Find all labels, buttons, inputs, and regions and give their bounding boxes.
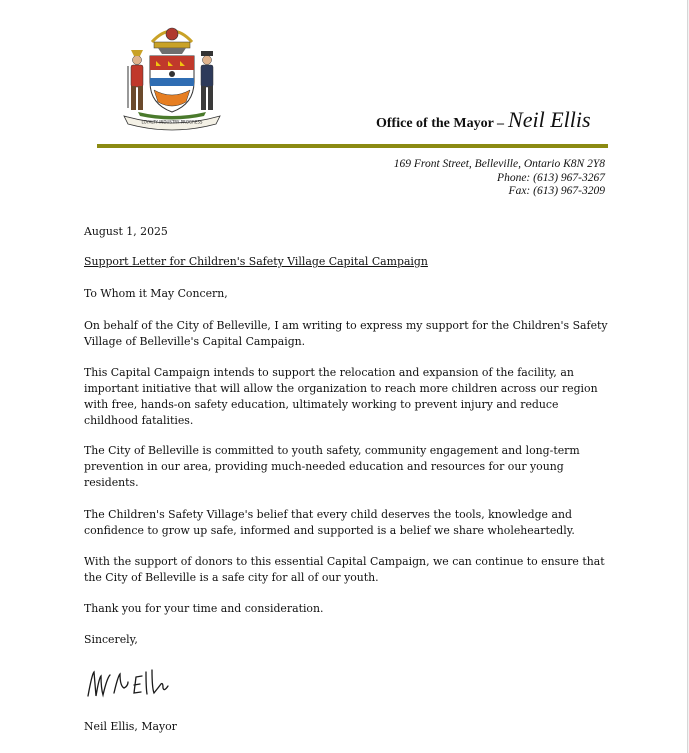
paragraph-1: On behalf of the City of Belleville, I am writing to express my support for the Children's Safety Village of Belleville's Capital Campaign.	[84, 319, 608, 348]
closing: Sincerely,	[84, 633, 138, 646]
paragraph-4: The Children's Safety Village's belief that every child deserves the tools, knowledge and confidence to grow up safe, informed and supported is a belief we share wholeheartedly.	[84, 508, 575, 537]
salutation: To Whom it May Concern,	[84, 287, 228, 300]
mayor-name: Neil Ellis	[508, 107, 591, 132]
office-heading	[376, 107, 591, 133]
letter-date: August 1, 2025	[84, 225, 168, 238]
address-line: 169 Front Street, Belleville, Ontario K8N 2Y8	[393, 158, 605, 170]
paragraph-6: Thank you for your time and consideration.	[84, 602, 324, 615]
signoff-name: Neil Ellis, Mayor	[84, 720, 177, 733]
letter-subject: Support Letter for Children's Safety Village Capital Campaign	[84, 255, 428, 268]
header-divider	[97, 144, 608, 148]
contact-block	[394, 158, 605, 199]
phone-line: Phone: (613) 967-3267	[497, 171, 605, 184]
paragraph-2: This Capital Campaign intends to support the relocation and expansion of the facility, an important initiative that will allow the organization to reach more children across our region with free, hands-on safety education, ultimately working to prevent injury and reduce childhood fatalities.	[84, 366, 598, 427]
fax-line: Fax: (613) 967-3209	[508, 185, 605, 197]
city-crest-icon	[120, 20, 224, 132]
signature-icon	[84, 666, 174, 702]
crest-motto-text: LOYALTY INDUSTRY PROGRESS	[141, 119, 203, 125]
paragraph-3: The City of Belleville is committed to youth safety, community engagement and long-term prevention in our area, providing much-needed education and resources for our young residents.	[84, 444, 580, 489]
office-label: Office of the Mayor –	[376, 116, 505, 131]
paragraph-5: With the support of donors to this essential Capital Campaign, we can continue to ensure that the City of Belleville is a safe city for all of our youth.	[84, 555, 605, 584]
